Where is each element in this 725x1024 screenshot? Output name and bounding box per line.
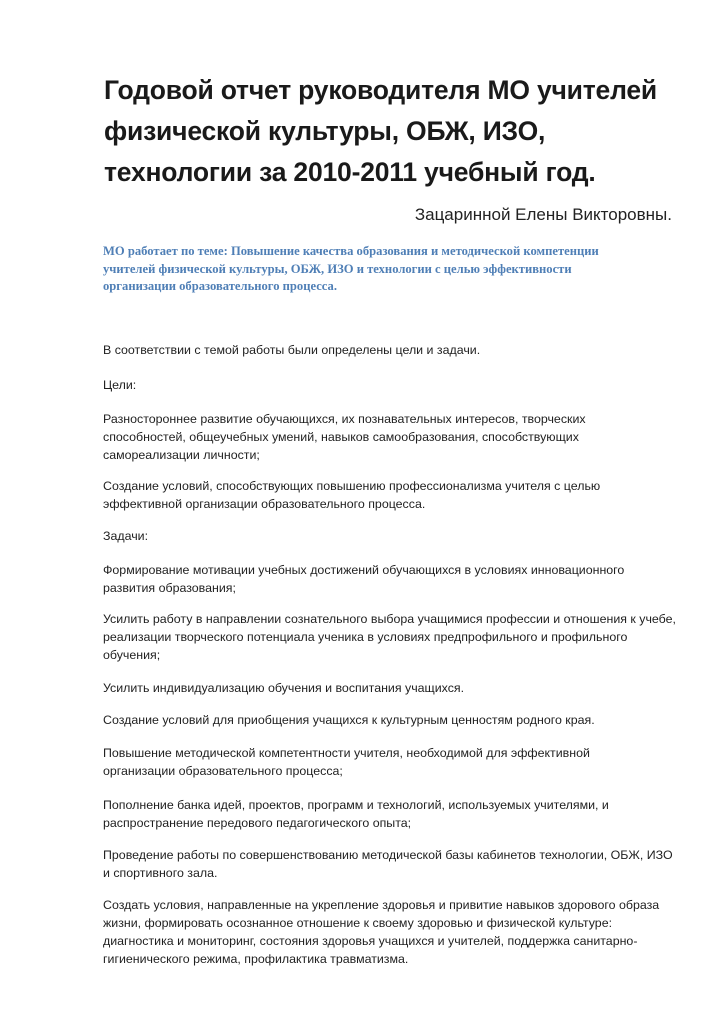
paragraph-line: Создание условий для приобщения учащихся к культурным ценностям родного края. bbox=[103, 713, 595, 727]
paragraph-line: Создание условий, способствующих повышению профессионализма учителя с целью bbox=[103, 479, 601, 493]
paragraph-line: В соответствии с темой работы были определены цели и задачи. bbox=[103, 343, 481, 357]
paragraph-line: Пополнение банка идей, проектов, программ и технологий, используемых учителями, и bbox=[103, 798, 609, 812]
paragraph-line: способностей, общеучебных умений, навыков самообразования, способствующих bbox=[103, 430, 579, 444]
paragraph-line: Цели: bbox=[103, 378, 137, 392]
theme-line: организации образовательного процесса. bbox=[103, 279, 337, 293]
body-paragraph bbox=[103, 679, 683, 697]
body-paragraph bbox=[103, 341, 683, 359]
paragraph-line: Усилить индивидуализацию обучения и воспитания учащихся. bbox=[103, 681, 465, 695]
body-paragraph bbox=[103, 744, 683, 780]
body-paragraph bbox=[103, 610, 683, 664]
paragraph-line: Формирование мотивации учебных достижений обучающихся в условиях инновационного bbox=[103, 563, 625, 577]
paragraph-line: Создать условия, направленные на укрепление здоровья и привитие навыков здорового образа bbox=[103, 898, 660, 912]
document-body bbox=[103, 327, 683, 968]
paragraph-line: Усилить работу в направлении сознательного выбора учащимися профессии и отношения к учебе, bbox=[103, 612, 676, 626]
theme-line: МО работает по теме: Повышение качества образования и методической компетенции bbox=[103, 244, 599, 258]
paragraph-line: Проведение работы по совершенствованию методической базы кабинетов технологии, ОБЖ, ИЗО bbox=[103, 848, 673, 862]
paragraph-line: Задачи: bbox=[103, 529, 149, 543]
document-title bbox=[104, 70, 684, 193]
paragraph-line: Разностороннее развитие обучающихся, их познавательных интересов, творческих bbox=[103, 412, 586, 426]
paragraph-line: диагностика и мониторинг, состояния здоровья учащихся и учителей, поддержка санитарно- bbox=[103, 934, 638, 948]
paragraph-line: и спортивного зала. bbox=[103, 866, 218, 880]
body-paragraph bbox=[103, 896, 683, 968]
paragraph-line: обучения; bbox=[103, 648, 161, 662]
paragraph-line: распространение передового педагогического опыта; bbox=[103, 816, 412, 830]
title-line: Годовой отчет руководителя МО учителей bbox=[104, 75, 657, 105]
paragraph-line: жизни, формировать осознанное отношение к своему здоровью и физической культуре: bbox=[103, 916, 613, 930]
paragraph-line: самореализации личности; bbox=[103, 448, 260, 462]
body-paragraph bbox=[103, 477, 683, 513]
title-line: технологии за 2010-2011 учебный год. bbox=[104, 157, 596, 187]
body-paragraph bbox=[103, 846, 683, 882]
theme-line: учителей физической культуры, ОБЖ, ИЗО и технологии с целью эффективности bbox=[103, 261, 572, 276]
paragraph-line: реализации творческого потенциала ученика в условиях предпрофильного и профильного bbox=[103, 630, 628, 644]
paragraph-line: развития образования; bbox=[103, 581, 236, 595]
body-paragraph bbox=[103, 527, 683, 545]
body-paragraph bbox=[103, 711, 683, 729]
title-line: физической культуры, ОБЖ, ИЗО, bbox=[104, 116, 546, 146]
paragraph-line: гигиенического режима, профилактика травматизма. bbox=[103, 952, 409, 966]
paragraph-line: организации образовательного процесса; bbox=[103, 764, 343, 778]
paragraph-line: эффективной организации образовательного процесса. bbox=[103, 497, 426, 511]
body-paragraph bbox=[103, 561, 683, 597]
body-paragraph bbox=[103, 410, 683, 464]
body-paragraph bbox=[103, 796, 683, 832]
paragraph-line: Повышение методической компетентности учителя, необходимой для эффективной bbox=[103, 746, 590, 760]
author-name: Зацаринной Елены Викторовны. bbox=[414, 205, 672, 224]
body-paragraph bbox=[103, 376, 683, 394]
methodical-theme bbox=[103, 243, 683, 296]
